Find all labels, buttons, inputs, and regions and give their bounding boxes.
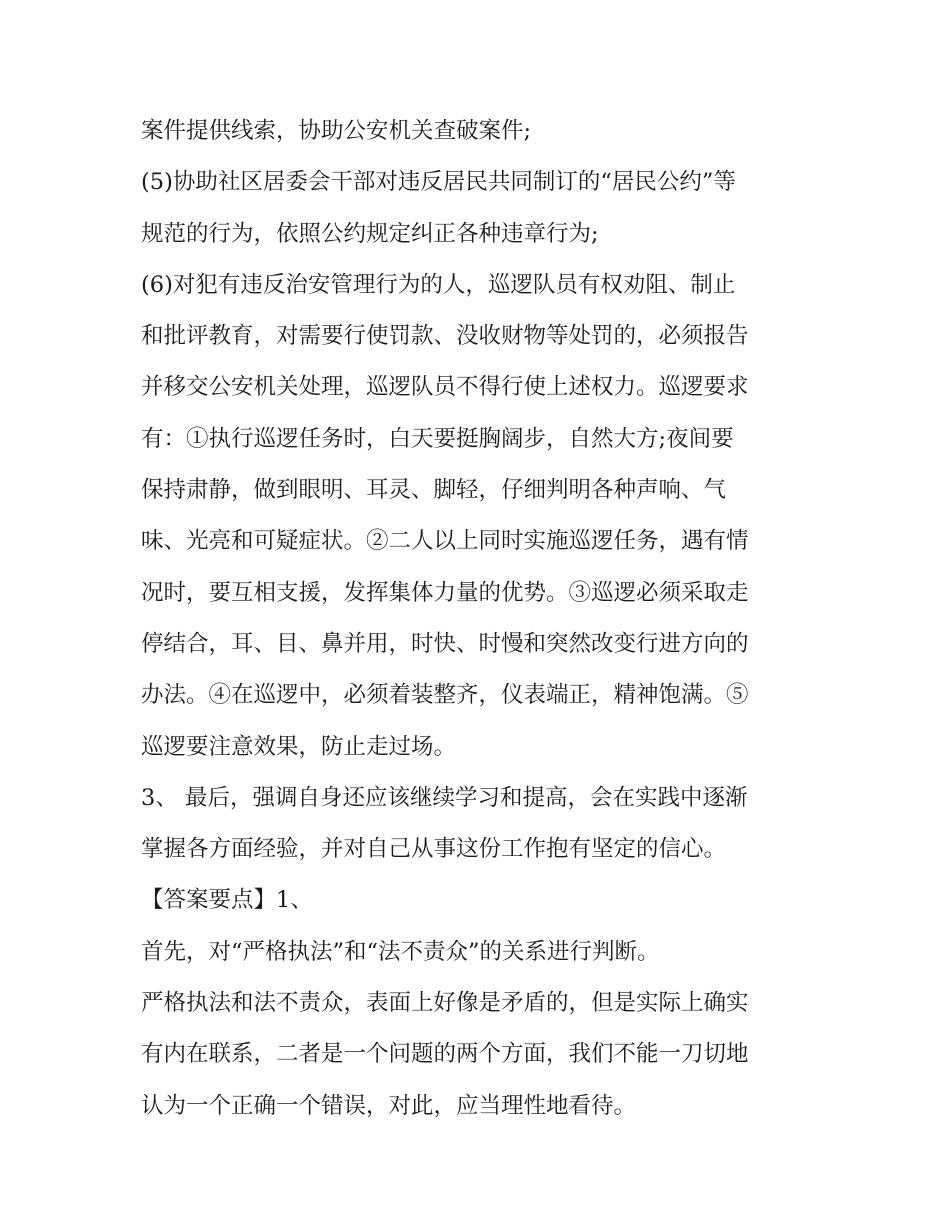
text-line: 首先，对“严格执法”和“法不责众”的关系进行判断。: [141, 938, 660, 965]
text-line: 3、 最后，强调自身还应该继续学习和提高，会在实践中逐渐: [141, 784, 748, 811]
text-line: 认为一个正确一个错误，对此，应当理性地看待。: [141, 1092, 637, 1119]
text-line: 【答案要点】1、: [141, 887, 313, 914]
text-line: 并移交公安机关处理，巡逻队员不得行使上述权力。巡逻要求: [141, 374, 749, 401]
text-line: 保持肃静，做到眼明、耳灵、脚轻，仔细判明各种声响、气: [141, 477, 727, 504]
text-line: 巡逻要注意效果，防止走过场。: [141, 733, 457, 760]
text-line: 规范的行为，依照公约规定纠正各种违章行为;: [141, 220, 599, 247]
text-line: 和批评教育，对需要行使罚款、没收财物等处罚的，必须报告: [141, 323, 749, 350]
text-line: 况时，要互相支援，发挥集体力量的优势。③巡逻必须采取走: [141, 579, 749, 606]
text-line: 办法。④在巡逻中，必须着装整齐，仪表端正，精神饱满。⑤: [141, 682, 749, 709]
text-line: 停结合，耳、目、鼻并用，时快、时慢和突然改变行进方向的: [141, 630, 749, 657]
text-line: 严格执法和法不责众，表面上好像是矛盾的，但是实际上确实: [141, 990, 749, 1017]
text-line: 有：①执行巡逻任务时，白天要挺胸阔步，自然大方;夜间要: [141, 425, 734, 452]
text-line: 有内在联系，二者是一个问题的两个方面，我们不能一刀切地: [141, 1041, 749, 1068]
text-line: 掌握各方面经验，并对自己从事这份工作抱有坚定的信心。: [141, 836, 727, 863]
text-line: 味、光亮和可疑症状。②二人以上同时实施巡逻任务，遇有情: [141, 528, 749, 555]
text-line: (5)协助社区居委会干部对违反居民共同制订的“居民公约”等: [141, 169, 736, 196]
document-body: [141, 106, 821, 1132]
text-line: 案件提供线索，协助公安机关查破案件;: [141, 118, 532, 144]
text-line: (6)对犯有违反治安管理行为的人，巡逻队员有权劝阻、制止: [141, 271, 736, 298]
